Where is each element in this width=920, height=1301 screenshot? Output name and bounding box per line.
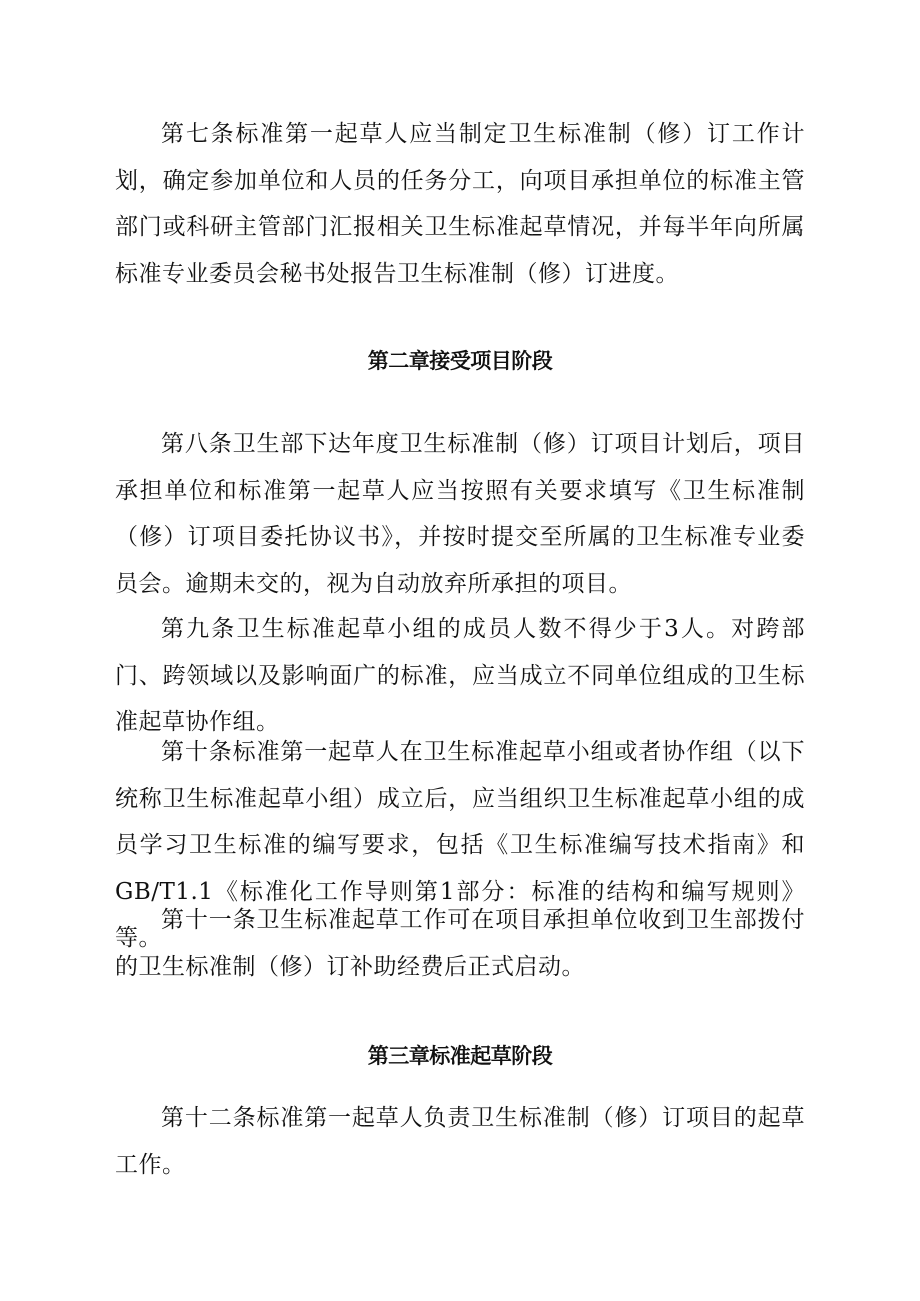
article-12-paragraph: 第十二条标准第一起草人负责卫生标准制（修）订项目的起草工作。 <box>115 1105 805 1178</box>
article-7-paragraph: 第七条标准第一起草人应当制定卫生标准制（修）订工作计划，确定参加单位和人员的任务分工，向项目承担单位的标准主管部门或科研主管部门汇报相关卫生标准起草情况，并每半年向所属标准专业委员会秘书处报告卫生标准制（修）订进度。 <box>115 121 805 287</box>
chapter-2-heading: 第二章接受项目阶段 <box>367 349 553 373</box>
article-10-paragraph: 第十条标准第一起草人在卫生标准起草小组或者协作组（以下统称卫生标准起草小组）成立后，应当组织卫生标准起草小组的成员学习卫生标准的编写要求，包括《卫生标准编写技术指南》和GB/T1.1《标准化工作导则第1部分：标准的结构和编写规则》等。 <box>115 739 805 951</box>
article-9-paragraph: 第九条卫生标准起草小组的成员人数不得少于3人。对跨部门、跨领域以及影响面广的标准，应当成立不同单位组成的卫生标准起草协作组。 <box>115 616 805 735</box>
article-8-paragraph: 第八条卫生部下达年度卫生标准制（修）订项目计划后，项目承担单位和标准第一起草人应当按照有关要求填写《卫生标准制（修）订项目委托协议书》，并按时提交至所属的卫生标准专业委员会。逾期未交的，视为自动放弃所承担的项目。 <box>115 431 805 597</box>
article-11-paragraph: 第十一条卫生标准起草工作可在项目承担单位收到卫生部拨付的卫生标准制（修）订补助经费后正式启动。 <box>115 907 805 980</box>
chapter-3-heading: 第三章标准起草阶段 <box>367 1044 553 1068</box>
